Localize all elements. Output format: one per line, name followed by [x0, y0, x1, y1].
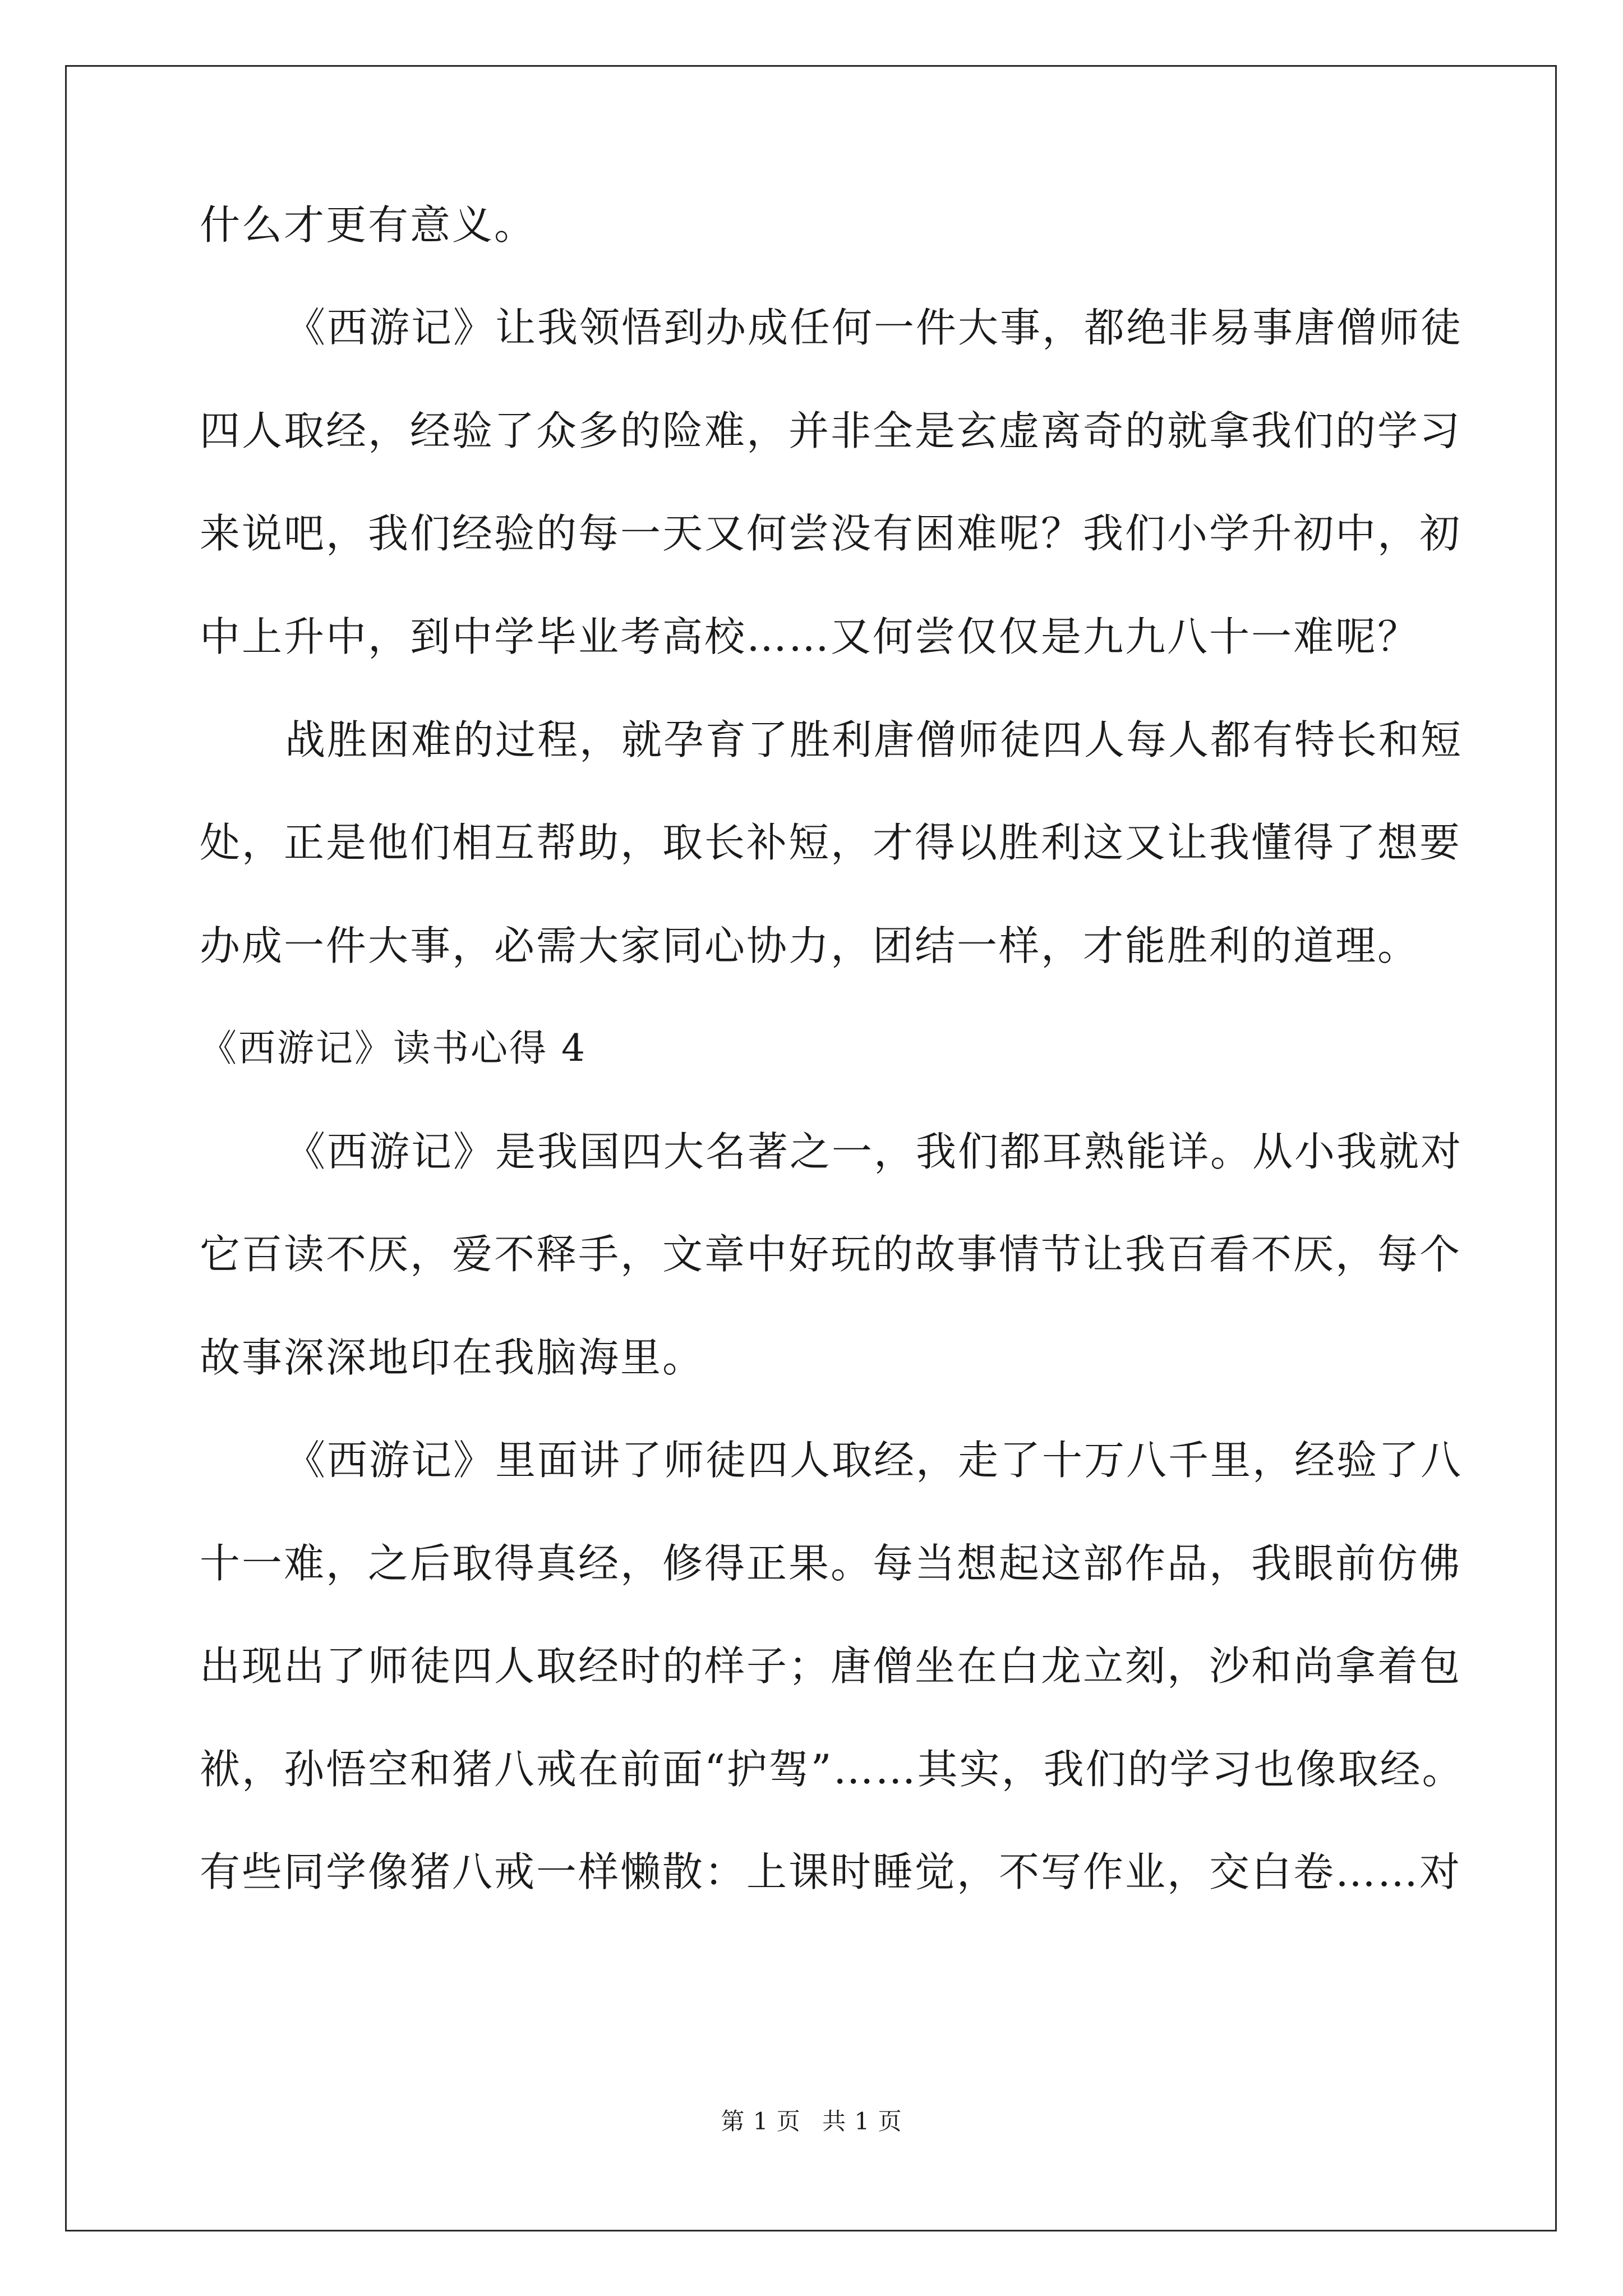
text-line: 来说吧，我们经验的每一天又何尝没有困难呢？我们小学升初中，初	[200, 510, 1462, 557]
text-line: 办成一件大事，必需大家同心协力，团结一样，才能胜利的道理。	[200, 922, 1420, 969]
text-line: 它百读不厌，爱不释手，文章中好玩的故事情节让我百看不厌，每个	[200, 1231, 1462, 1278]
paragraph-start-line: 《西游记》里面讲了师徒四人取经，走了十万八千里，经验了八	[285, 1437, 1463, 1484]
text-line: 中上升中，到中学毕业考高校……又何尝仅仅是九九八十一难呢？	[200, 613, 1420, 660]
section-heading: 《西游记》读书心得 4	[200, 1027, 587, 1070]
page-number: 第 1 页	[721, 2108, 801, 2135]
text-line: 什么才更有意义。	[200, 201, 537, 249]
text-line: 故事深深地印在我脑海里。	[200, 1334, 705, 1381]
text-line: 四人取经，经验了众多的险难，并非全是玄虚离奇的就拿我们的学习	[200, 407, 1462, 454]
paragraph-start-line: 战胜困难的过程，就孕育了胜利唐僧师徒四人每人都有特长和短	[285, 716, 1463, 763]
paragraph-start-line: 《西游记》是我国四大名著之一，我们都耳熟能详。从小我就对	[285, 1128, 1463, 1175]
page-total: 共 1 页	[822, 2108, 902, 2135]
page-footer	[0, 2108, 1623, 2136]
text-line: 袱，孙悟空和猪八戒在前面“护驾”……其实，我们的学习也像取经。	[200, 1746, 1464, 1793]
text-line: 处，正是他们相互帮助，取长补短，才得以胜利这又让我懂得了想要	[200, 819, 1462, 866]
paragraph-start-line: 《西游记》让我领悟到办成任何一件大事，都绝非易事唐僧师徒	[285, 304, 1463, 351]
text-line: 出现出了师徒四人取经时的样子；唐僧坐在白龙立刻，沙和尚拿着包	[200, 1642, 1462, 1690]
text-line: 十一难，之后取得真经，修得正果。每当想起这部作品，我眼前仿佛	[200, 1540, 1462, 1587]
text-line: 有些同学像猪八戒一样懒散：上课时睡觉，不写作业，交白卷……对	[200, 1848, 1462, 1895]
